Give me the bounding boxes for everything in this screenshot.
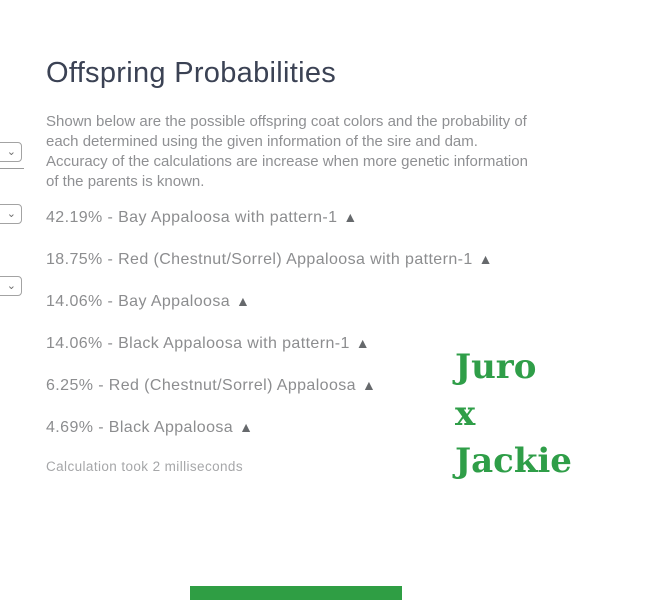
collapse-arrow-icon[interactable]: ▲ [343,209,358,225]
description-line: each determined using the given information of the sire and dam. [46,133,478,150]
cross-symbol: x [455,394,476,434]
result-text: 14.06% - Bay Appaloosa [46,293,231,310]
result-row [46,196,493,238]
result-row [46,364,493,406]
sire-name: Juro [455,347,537,387]
page-title: Offspring Probabilities [46,57,337,89]
result-text: 6.25% - Red (Chestnut/Sorrel) Appaloosa [46,377,356,394]
clipped-select-2[interactable] [0,204,22,224]
results-list [46,196,493,448]
description-line: Accuracy of the calculations are increase when more genetic information [46,153,528,170]
pairing-watermark [455,344,572,485]
result-row [46,406,493,448]
result-text: 4.69% - Black Appaloosa [46,419,234,436]
result-text: 42.19% - Bay Appaloosa with pattern-1 [46,209,338,226]
clipped-select-3[interactable] [0,276,22,296]
result-row [46,322,493,364]
collapse-arrow-icon[interactable]: ▲ [239,419,254,435]
description-line: of the parents is known. [46,173,205,190]
clipped-element-edge [0,168,24,169]
result-text: 14.06% - Black Appaloosa with pattern-1 [46,335,350,352]
collapse-arrow-icon[interactable]: ▲ [478,251,493,267]
result-row [46,238,493,280]
result-row [46,280,493,322]
dam-name: Jackie [455,441,572,481]
collapse-arrow-icon[interactable]: ▲ [361,377,377,393]
calculation-time-note: Calculation took 2 milliseconds [46,459,243,474]
collapse-arrow-icon[interactable]: ▲ [236,293,251,309]
collapse-arrow-icon[interactable]: ▲ [355,335,371,351]
description-line: Shown below are the possible offspring coat colors and the probability of [46,113,527,130]
result-text: 18.75% - Red (Chestnut/Sorrel) Appaloosa with pattern-1 [46,251,473,268]
chevron-down-icon: ⌄ [6,279,16,292]
chevron-down-icon: ⌄ [6,145,16,158]
description-text [46,112,528,192]
chevron-down-icon: ⌄ [6,207,16,220]
clipped-select-1[interactable] [0,142,22,162]
bottom-green-bar [190,586,402,600]
